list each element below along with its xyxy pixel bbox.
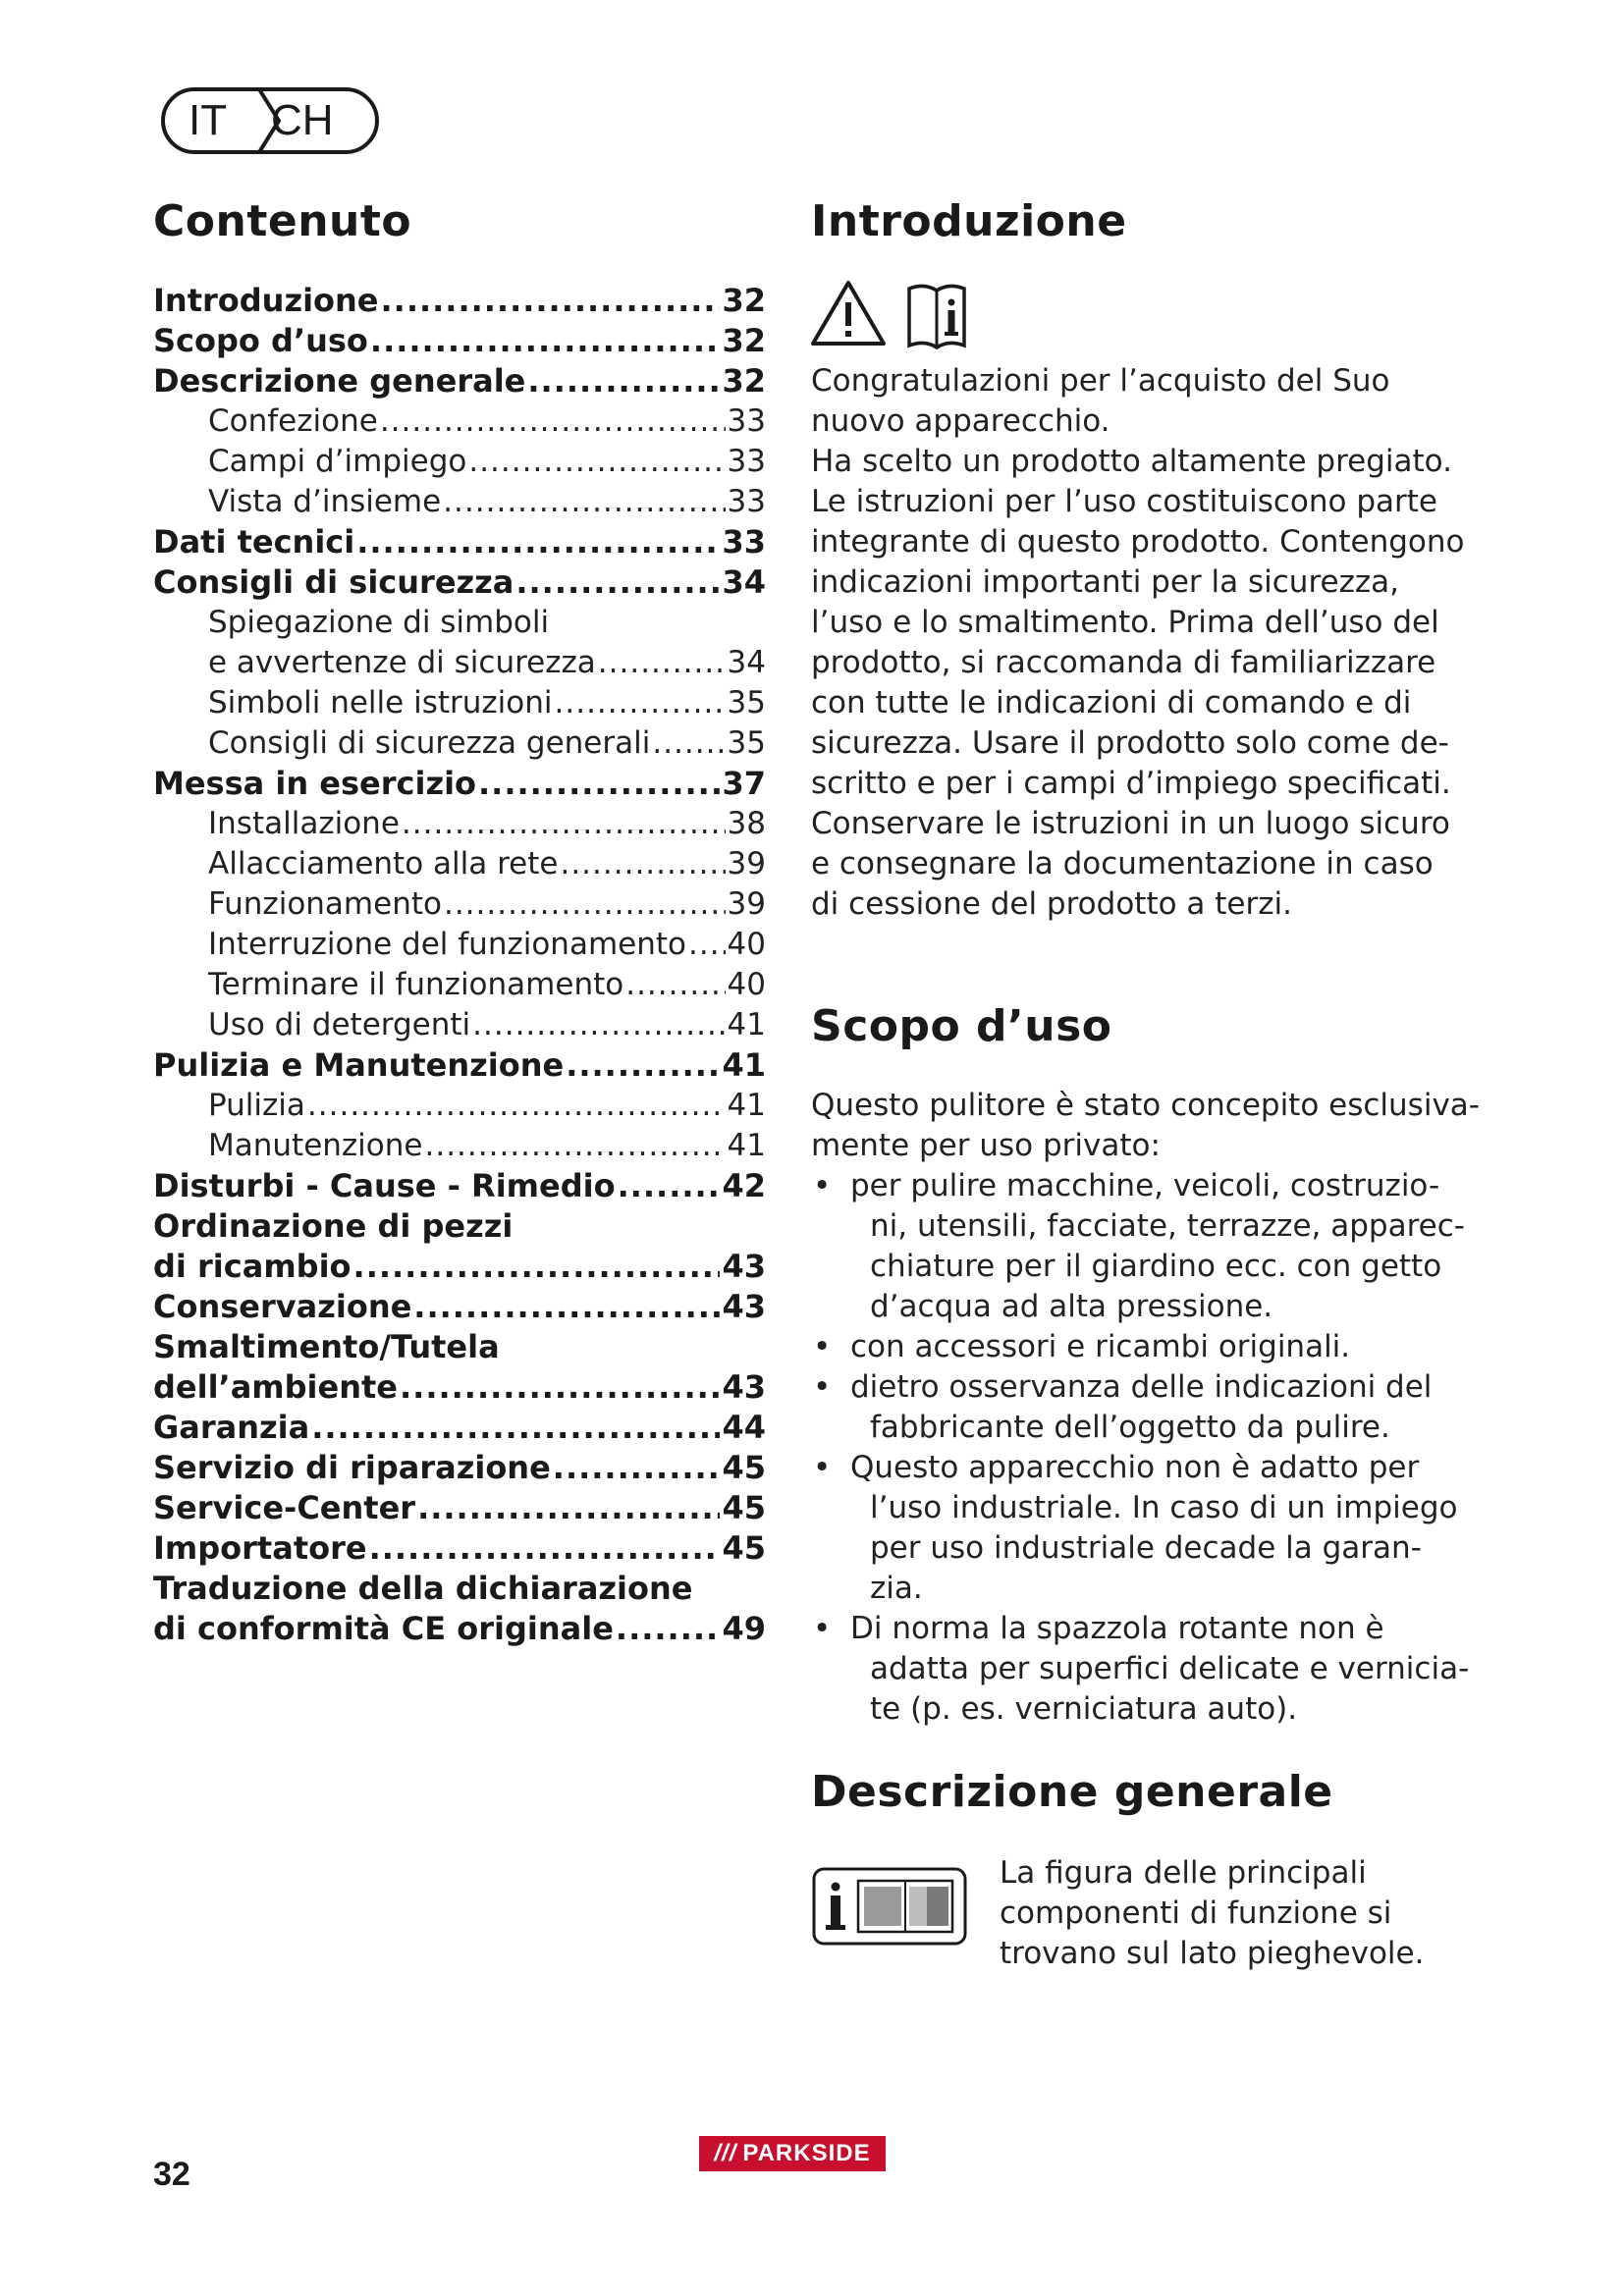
- toc-entry: [153, 361, 766, 401]
- toc-entry-label: Uso di detergenti: [208, 1007, 471, 1042]
- description-line: trovano sul lato pieghevole.: [1000, 1936, 1425, 1971]
- intro-line: l’uso e lo smaltimento. Prima dell’uso del: [811, 605, 1439, 640]
- toc-leader-dots: [515, 562, 720, 603]
- toc-entry-label: Conservazione: [153, 1288, 412, 1325]
- lang-ch: CH: [271, 96, 334, 144]
- description-paragraph: [1000, 1853, 1432, 1974]
- toc-entry: [153, 965, 766, 1005]
- toc-entry-page: 35: [727, 725, 766, 761]
- toc-entry-page: 41: [722, 1046, 766, 1084]
- toc-entry-page: 41: [727, 1088, 766, 1123]
- bullet-item-continuation: l’uso industriale. In caso di un impiego: [870, 1490, 1458, 1525]
- intro-line: Le istruzioni per l’uso costituiscono parte: [811, 484, 1437, 519]
- toc-leader-dots: [560, 844, 725, 884]
- toc-entry: [153, 1448, 766, 1488]
- toc-entry-label: Service-Center: [153, 1489, 416, 1526]
- toc-leader-dots: [618, 1166, 721, 1206]
- scope-bullet-list: [811, 1166, 1470, 1730]
- toc-entry-page: 43: [722, 1288, 766, 1325]
- description-line: La figura delle principali: [1000, 1855, 1367, 1891]
- toc-leader-dots: [444, 884, 726, 925]
- bullet-item-continuation: per uso industriale decade la garan-: [870, 1530, 1422, 1566]
- toc-entry-page: 43: [722, 1368, 766, 1406]
- toc-entry-label: Allacciamento alla rete: [208, 846, 559, 881]
- toc-entry-label: Confezione: [208, 403, 378, 439]
- intro-title: Introduzione: [811, 196, 1127, 246]
- language-badge-outline: [153, 86, 379, 155]
- toc-entry-label: Vista d’insieme: [208, 484, 442, 519]
- toc-entry-page: 33: [722, 523, 766, 561]
- toc-entry-page: 42: [722, 1167, 766, 1204]
- toc-leader-dots: [413, 1287, 720, 1327]
- toc-entry-page: 49: [722, 1610, 766, 1647]
- bullet-item-continuation: zia.: [870, 1571, 923, 1606]
- toc-entry-page: 32: [722, 322, 766, 359]
- toc-entry: [153, 1045, 766, 1086]
- bullet-item-continuation: adatta per superfici delicate e vernicia-: [870, 1651, 1470, 1686]
- toc-entry: [153, 764, 766, 804]
- toc-entry-page: 35: [727, 685, 766, 721]
- toc-entry: [153, 804, 766, 844]
- toc-leader-dots: [370, 321, 721, 361]
- scope-intro-line: Questo pulitore è stato concepito esclusiva-: [811, 1088, 1480, 1123]
- toc-leader-dots: [369, 1528, 721, 1569]
- toc-leader-dots: [424, 1126, 725, 1166]
- toc-entry-page: 45: [722, 1529, 766, 1567]
- language-badge: [153, 86, 379, 155]
- toc-entry: [153, 281, 766, 321]
- page-number: 32: [153, 2156, 190, 2193]
- bullet-item-continuation: chiature per il giardino ecc. con getto: [870, 1249, 1442, 1284]
- toc-entry-label: Pulizia e Manutenzione: [153, 1046, 565, 1084]
- intro-line: Ha scelto un prodotto altamente pregiato.: [811, 444, 1452, 479]
- intro-line: prodotto, si raccomanda di familiarizzare: [811, 645, 1436, 680]
- toc-leader-dots: [555, 683, 726, 723]
- toc-leader-dots: [625, 965, 725, 1005]
- toc-title: Contenuto: [153, 196, 412, 246]
- toc-entry-label: Importatore: [153, 1529, 367, 1567]
- scope-intro-line: mente per uso privato:: [811, 1128, 1161, 1163]
- toc-entry-label: Simboli nelle istruzioni: [208, 685, 553, 721]
- toc-leader-dots: [380, 401, 726, 442]
- intro-line: sicurezza. Usare il prodotto solo come de-: [811, 725, 1449, 761]
- toc-entry: [153, 1569, 766, 1609]
- toc-entry: [153, 1166, 766, 1206]
- intro-paragraph: [811, 361, 1465, 925]
- manual-info-icon: [909, 286, 964, 347]
- toc-entry-page: 34: [722, 563, 766, 601]
- intro-line: integrante di questo prodotto. Contengono: [811, 524, 1465, 560]
- toc-entry-label: di conformità CE originale: [153, 1610, 614, 1647]
- toc-entry-page: 32: [722, 282, 766, 319]
- toc-entry-label: Installazione: [208, 806, 400, 841]
- toc-entry-label: Consigli di sicurezza generali: [208, 725, 651, 761]
- toc-entry: [153, 1609, 766, 1649]
- toc-entry-label: Garanzia: [153, 1409, 310, 1446]
- toc-entry-page: 40: [727, 967, 766, 1002]
- toc-entry: [153, 321, 766, 361]
- toc-entry: [153, 1247, 766, 1287]
- toc-entry-page: 39: [727, 886, 766, 922]
- bullet-item: • dietro osservanza delle indicazioni del: [811, 1367, 1439, 1408]
- toc-entry-label: Consigli di sicurezza: [153, 563, 514, 601]
- toc-leader-dots: [598, 643, 726, 683]
- bullet-item-continuation: d’acqua ad alta pressione.: [870, 1289, 1273, 1324]
- description-title: Descrizione generale: [811, 1767, 1333, 1817]
- toc-leader-dots: [688, 925, 726, 965]
- lang-it: IT: [189, 96, 228, 144]
- intro-line: nuovo apparecchio.: [811, 403, 1110, 439]
- toc-entry: [153, 1126, 766, 1166]
- toc-entry: [153, 1408, 766, 1448]
- toc-entry-page: 41: [727, 1128, 766, 1163]
- toc-entry-label: e avvertenze di sicurezza: [208, 645, 596, 680]
- toc-leader-dots: [527, 361, 720, 401]
- intro-line: Congratulazioni per l’acquisto del Suo: [811, 363, 1390, 399]
- toc-leader-dots: [443, 482, 725, 522]
- toc-leader-dots: [353, 1247, 721, 1287]
- toc-entry-page: 40: [727, 927, 766, 962]
- toc-leader-dots: [553, 1448, 721, 1488]
- toc-entry: [153, 1488, 766, 1528]
- toc-entry: [153, 643, 766, 683]
- toc-entry-label: Smaltimento/Tutela: [153, 1328, 500, 1365]
- logo-text: PARKSIDE: [742, 2140, 871, 2166]
- toc-entry: [153, 522, 766, 562]
- bullet-item: • con accessori e ricambi originali.: [811, 1327, 1439, 1367]
- bullet-item-continuation: ni, utensili, facciate, terrazze, apparec-: [870, 1208, 1465, 1244]
- toc-entry-label: Funzionamento: [208, 886, 442, 922]
- toc-entry-page: 34: [727, 645, 766, 680]
- scope-intro-paragraph: [811, 1086, 1480, 1166]
- toc-entry: [153, 1367, 766, 1408]
- foldout-info-icon: [811, 1863, 968, 1948]
- toc-entry: [153, 1528, 766, 1569]
- toc-entry: [153, 401, 766, 442]
- toc-leader-dots: [472, 1005, 725, 1045]
- toc-entry: [153, 1005, 766, 1045]
- toc-leader-dots: [307, 1086, 726, 1126]
- toc-entry-label: dell’ambiente: [153, 1368, 398, 1406]
- toc-entry: [153, 1206, 766, 1247]
- toc-entry-page: 33: [727, 403, 766, 439]
- parkside-logo: [699, 2136, 886, 2171]
- toc-entry-page: 44: [722, 1409, 766, 1446]
- table-of-contents: [153, 281, 766, 1649]
- toc-entry: [153, 442, 766, 482]
- bullet-item-continuation: te (p. es. verniciatura auto).: [870, 1691, 1298, 1727]
- toc-entry-label: Manutenzione: [208, 1128, 423, 1163]
- toc-entry: [153, 1327, 766, 1367]
- toc-entry: [153, 603, 766, 643]
- intro-line: con tutte le indicazioni di comando e di: [811, 685, 1412, 721]
- toc-entry: [153, 884, 766, 925]
- toc-entry: [153, 1287, 766, 1327]
- toc-entry-label: Servizio di riparazione: [153, 1449, 551, 1486]
- toc-entry-page: 38: [727, 806, 766, 841]
- toc-entry: [153, 482, 766, 522]
- intro-line: Conservare le istruzioni in un luogo sicuro: [811, 806, 1450, 841]
- bullet-item: • Di norma la spazzola rotante non è: [811, 1609, 1439, 1649]
- bullet-item: • Questo apparecchio non è adatto per: [811, 1448, 1439, 1488]
- toc-entry-label: Ordinazione di pezzi: [153, 1207, 514, 1245]
- toc-entry: [153, 723, 766, 764]
- toc-entry: [153, 562, 766, 603]
- toc-entry-page: 39: [727, 846, 766, 881]
- toc-entry-page: 37: [722, 765, 766, 802]
- bullet-item: • per pulire macchine, veicoli, costruzio-: [811, 1166, 1439, 1206]
- toc-entry-label: Pulizia: [208, 1088, 305, 1123]
- toc-leader-dots: [400, 1367, 720, 1408]
- scope-title: Scopo d’uso: [811, 1001, 1112, 1051]
- intro-line: indicazioni importanti per la sicurezza,: [811, 564, 1399, 600]
- toc-entry-label: Descrizione generale: [153, 362, 526, 400]
- toc-entry: [153, 925, 766, 965]
- toc-leader-dots: [402, 804, 726, 844]
- toc-entry-label: Traduzione della dichiarazione: [153, 1570, 693, 1607]
- toc-leader-dots: [616, 1609, 721, 1649]
- toc-leader-dots: [417, 1488, 720, 1528]
- toc-entry-label: Disturbi - Cause - Rimedio: [153, 1167, 616, 1204]
- intro-icons: [811, 275, 998, 353]
- toc-entry: [153, 1086, 766, 1126]
- toc-entry-label: Campi d’impiego: [208, 444, 467, 479]
- toc-entry: [153, 683, 766, 723]
- toc-entry-label: Interruzione del funzionamento: [208, 927, 686, 962]
- warning-icon: [813, 283, 884, 344]
- toc-leader-dots: [566, 1045, 720, 1086]
- toc-leader-dots: [311, 1408, 720, 1448]
- toc-leader-dots: [478, 764, 720, 804]
- intro-line: di cessione del prodotto a terzi.: [811, 886, 1292, 922]
- toc-entry-page: 43: [722, 1248, 766, 1285]
- toc-entry-label: Spiegazione di simboli: [208, 605, 550, 640]
- toc-entry-page: 33: [727, 444, 766, 479]
- logo-slashes: ///: [714, 2140, 737, 2166]
- toc-entry-label: di ricambio: [153, 1248, 352, 1285]
- toc-entry-label: Scopo d’uso: [153, 322, 368, 359]
- bullet-item-continuation: fabbricante dell’oggetto da pulire.: [870, 1410, 1390, 1445]
- toc-entry-page: 33: [727, 484, 766, 519]
- toc-entry-page: 45: [722, 1449, 766, 1486]
- toc-leader-dots: [356, 522, 720, 562]
- toc-entry: [153, 844, 766, 884]
- description-line: componenti di funzione si: [1000, 1896, 1392, 1931]
- toc-entry-page: 32: [722, 362, 766, 400]
- toc-entry-page: 45: [722, 1489, 766, 1526]
- toc-leader-dots: [381, 281, 721, 321]
- intro-line: scritto e per i campi d’impiego specificati.: [811, 766, 1451, 801]
- toc-entry-page: 41: [727, 1007, 766, 1042]
- toc-leader-dots: [652, 723, 725, 764]
- toc-entry-label: Introduzione: [153, 282, 379, 319]
- toc-entry-label: Messa in esercizio: [153, 765, 477, 802]
- toc-entry-label: Dati tecnici: [153, 523, 355, 561]
- toc-entry-label: Terminare il funzionamento: [208, 967, 624, 1002]
- intro-line: e consegnare la documentazione in caso: [811, 846, 1434, 881]
- toc-leader-dots: [468, 442, 725, 482]
